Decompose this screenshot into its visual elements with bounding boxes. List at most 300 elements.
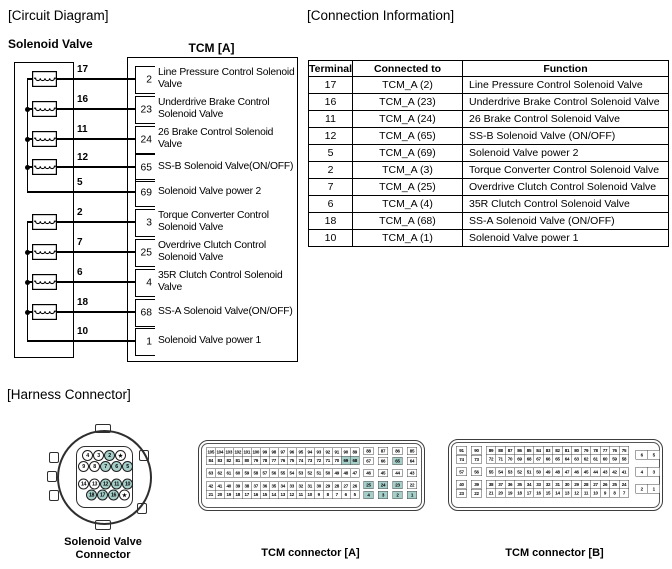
- table-row: [309, 179, 669, 196]
- pin-7: 7: [620, 489, 630, 498]
- pin-26: 26: [601, 481, 611, 490]
- pin-62: 62: [216, 469, 225, 478]
- column-header: Function: [462, 61, 668, 77]
- pin-15: 15: [544, 489, 554, 498]
- solenoid-coil-symbol: [32, 214, 57, 230]
- pin-8: 8: [610, 489, 620, 498]
- pin-34: 34: [525, 481, 535, 490]
- pin-79: 79: [582, 447, 592, 456]
- pin-95: 95: [297, 448, 306, 457]
- tcm-b-band: [456, 480, 661, 498]
- pin-35: 35: [515, 481, 525, 490]
- tcm-a-band: [206, 481, 421, 499]
- connector-pin-12: 12: [100, 479, 111, 490]
- pin-singles-col: [456, 468, 467, 477]
- pin-36: 36: [506, 481, 516, 490]
- pin-singles-col: [456, 446, 467, 464]
- pin-11: 11: [582, 489, 592, 498]
- function-cell: 35R Clutch Control Solenoid Valve: [462, 196, 668, 213]
- terminal-cell: 11: [309, 111, 353, 128]
- pin-20: 20: [216, 490, 225, 499]
- tcm-pin-bracket: [135, 328, 155, 356]
- pin-78: 78: [261, 456, 270, 465]
- connector-pin-11: 11: [111, 479, 122, 490]
- connector-tab: [47, 471, 57, 482]
- pin-89: 89: [487, 447, 497, 456]
- pin-48: 48: [553, 468, 563, 477]
- pin-25: 25: [364, 481, 374, 489]
- pin-105: 105: [207, 449, 215, 455]
- pin-21: 21: [487, 489, 497, 498]
- pin-40: 40: [225, 482, 234, 491]
- tcm-a-band: [206, 469, 421, 478]
- pin-33: 33: [534, 481, 544, 490]
- pin-69: 69: [342, 456, 351, 465]
- pin-90: 90: [471, 446, 482, 455]
- pin-104: 104: [216, 449, 224, 455]
- pin-30: 30: [563, 481, 573, 490]
- function-cell: Line Pressure Control Solenoid Valve: [462, 77, 668, 94]
- tcm-b-band: [456, 467, 661, 477]
- pin-pair: [636, 484, 661, 494]
- pin-54: 54: [496, 468, 506, 477]
- tcm-b-bands: [456, 446, 661, 498]
- connector-pin-4: 4: [82, 450, 93, 461]
- terminal-cell: 6: [309, 196, 353, 213]
- pin-57: 57: [261, 469, 270, 478]
- pin-38: 38: [487, 481, 497, 490]
- pin-51: 51: [315, 469, 324, 478]
- pin-72: 72: [315, 456, 324, 465]
- pin-60: 60: [601, 455, 611, 464]
- tcm-pin-number: 4: [146, 277, 152, 289]
- pin-52: 52: [306, 469, 315, 478]
- pin-row: [86, 490, 134, 501]
- pin-1: 1: [648, 485, 660, 494]
- pin-99: 99: [261, 448, 270, 457]
- pin-73: 73: [306, 456, 315, 465]
- pin-row: [82, 450, 134, 461]
- pin-87: 87: [378, 447, 388, 455]
- tcm-pin-number: 65: [140, 162, 152, 174]
- connected-to-cell: TCM_A (3): [352, 162, 462, 179]
- pin-30: 30: [315, 482, 324, 491]
- tcm-pin-bracket: [135, 179, 155, 207]
- connector-pin-6: 6: [111, 461, 122, 472]
- pin-74: 74: [456, 455, 467, 464]
- table-row: [309, 230, 669, 247]
- pin-50: 50: [534, 468, 544, 477]
- pin-47: 47: [351, 469, 360, 478]
- pin-93: 93: [315, 448, 324, 457]
- pin-55: 55: [279, 469, 288, 478]
- solenoid-pin-number: 12: [77, 152, 89, 163]
- tcm-pin-bracket: [135, 154, 155, 182]
- pin-61: 61: [225, 469, 234, 478]
- pin-49: 49: [544, 468, 554, 477]
- pin-27: 27: [342, 482, 351, 491]
- function-cell: Overdrive Clutch Control Solenoid Valve: [462, 179, 668, 196]
- pin-78: 78: [591, 447, 601, 456]
- connector-pin-3: 3: [93, 450, 104, 461]
- tcm-pin-bracket: [135, 239, 155, 267]
- pin-86: 86: [515, 447, 525, 456]
- pin-80: 80: [243, 456, 252, 465]
- pin-70: 70: [333, 456, 342, 465]
- pin-81: 81: [234, 456, 243, 465]
- pin-12: 12: [288, 490, 297, 499]
- pin-97: 97: [279, 448, 288, 457]
- pin-82: 82: [553, 447, 563, 456]
- table-row: [309, 145, 669, 162]
- pin-21: 21: [207, 490, 216, 499]
- pin-64: 64: [563, 455, 573, 464]
- pin-43: 43: [601, 468, 611, 477]
- tcm-pin-number: 1: [146, 336, 152, 348]
- pin-65: 65: [393, 457, 403, 465]
- table-row: [309, 111, 669, 128]
- pin-71: 71: [496, 455, 506, 464]
- connector-pin-5: 5: [122, 461, 133, 472]
- pin-right-cells: [364, 481, 418, 499]
- pin-39: 39: [471, 480, 482, 489]
- tcm-pin-number: 3: [146, 217, 152, 229]
- tcm-pin-function: Underdrive Brake Control Solenoid Valve: [158, 96, 270, 120]
- pin-6: 6: [342, 490, 351, 499]
- connector-pin-13: 13: [89, 479, 100, 490]
- pin-block: [486, 446, 629, 464]
- connected-to-cell: TCM_A (4): [352, 196, 462, 213]
- pin-49: 49: [333, 469, 342, 478]
- function-cell: Solenoid Valve power 2: [462, 145, 668, 162]
- pin-block: [206, 469, 360, 478]
- pin-81: 81: [563, 447, 573, 456]
- tcm-pin-function: SS-A Solenoid Valve(ON/OFF): [158, 305, 293, 317]
- connected-to-cell: TCM_A (25): [352, 179, 462, 196]
- pin-40: 40: [456, 480, 467, 489]
- tcm-a-pin-field: [206, 447, 421, 499]
- pin-77: 77: [601, 447, 611, 456]
- tcm-pin-number: 23: [140, 104, 152, 116]
- solenoid-pin-number: 5: [77, 177, 83, 188]
- pin-64: 64: [407, 457, 417, 465]
- pin-42: 42: [207, 482, 216, 491]
- pin-86: 86: [393, 447, 403, 455]
- pin-85: 85: [525, 447, 535, 456]
- pin-66: 66: [544, 455, 554, 464]
- table-row: [309, 77, 669, 94]
- pin-46: 46: [572, 468, 582, 477]
- pin-27: 27: [591, 481, 601, 490]
- pin-3: 3: [648, 468, 660, 477]
- circuit-diagram-heading: [Circuit Diagram]: [8, 8, 109, 23]
- pin-9: 9: [315, 490, 324, 499]
- connected-to-cell: TCM_A (65): [352, 128, 462, 145]
- pin-20: 20: [496, 489, 506, 498]
- solenoid-coil-symbol: [32, 101, 57, 117]
- pin-82: 82: [225, 456, 234, 465]
- solenoid-coil-symbol: [32, 244, 57, 260]
- junction-dot: [25, 107, 30, 112]
- pin-70: 70: [506, 455, 516, 464]
- pin-63: 63: [207, 469, 216, 478]
- pin-38: 38: [243, 482, 252, 491]
- connection-table: [308, 60, 669, 247]
- pin-11: 11: [297, 490, 306, 499]
- pin-48: 48: [342, 469, 351, 478]
- function-cell: Torque Converter Control Solenoid Valve: [462, 162, 668, 179]
- pin-87: 87: [506, 447, 516, 456]
- pin-98: 98: [270, 448, 279, 457]
- pin-14: 14: [553, 489, 563, 498]
- pin-22: 22: [471, 489, 482, 498]
- connection-information-heading: [Connection Information]: [307, 8, 455, 23]
- pin-69: 69: [515, 455, 525, 464]
- pin-39: 39: [234, 482, 243, 491]
- pin-75: 75: [620, 447, 630, 456]
- function-cell: 26 Brake Control Solenoid Valve: [462, 111, 668, 128]
- pin-66: 66: [378, 457, 388, 465]
- table-row: [309, 94, 669, 111]
- connected-to-cell: TCM_A (69): [352, 145, 462, 162]
- connected-to-cell: TCM_A (23): [352, 94, 462, 111]
- solenoid-coil-symbol: [32, 304, 57, 320]
- pin-singles-col: [471, 480, 482, 498]
- pin-41: 41: [216, 482, 225, 491]
- pin-91: 91: [333, 448, 342, 457]
- pin-16: 16: [534, 489, 544, 498]
- pin-group: [78, 450, 134, 472]
- tcm-pin-number: 68: [140, 307, 152, 319]
- pin-102: 102: [234, 449, 242, 455]
- pin-singles-col: [456, 480, 467, 498]
- function-cell: Solenoid Valve power 1: [462, 230, 668, 247]
- tcm-a-label: TCM [A]: [188, 41, 235, 55]
- pin-29: 29: [572, 481, 582, 490]
- pin-5: 5: [351, 490, 360, 499]
- pin-55: 55: [487, 468, 497, 477]
- tcm-a-bands: [206, 447, 421, 499]
- connection-table-body: [309, 77, 669, 247]
- terminal-cell: 18: [309, 213, 353, 230]
- pin-10: 10: [306, 490, 315, 499]
- pin-71: 71: [324, 456, 333, 465]
- tcm-pin-function: Torque Converter Control Solenoid Valve: [158, 209, 269, 233]
- pin-68: 68: [525, 455, 535, 464]
- junction-dot: [25, 250, 30, 255]
- pin-67: 67: [534, 455, 544, 464]
- junction-dot: [25, 280, 30, 285]
- tcm-pin-number: 24: [140, 134, 152, 146]
- junction-dot: [25, 137, 30, 142]
- connector-tab: [49, 490, 59, 501]
- pin-101: 101: [243, 449, 251, 455]
- pin-10: 10: [591, 489, 601, 498]
- connection-table-head: [309, 61, 669, 77]
- pin-43: 43: [407, 469, 417, 477]
- pin-row: [78, 479, 134, 490]
- table-row: [309, 196, 669, 213]
- pin-60: 60: [234, 469, 243, 478]
- junction-dot: [25, 165, 30, 170]
- pin-77: 77: [270, 456, 279, 465]
- pin-23: 23: [456, 489, 467, 498]
- tcm-pin-function: Solenoid Valve power 2: [158, 185, 262, 197]
- circuit-wire: [27, 340, 135, 341]
- pin-96: 96: [288, 448, 297, 457]
- tcm-a-body: [198, 440, 425, 511]
- pin-83: 83: [216, 456, 225, 465]
- pin-42: 42: [610, 468, 620, 477]
- pin-23: 23: [393, 481, 403, 489]
- solenoid-pin-number: 16: [77, 94, 89, 105]
- solenoid-coil-symbol: [32, 159, 57, 175]
- solenoid-coil-symbol: [32, 131, 57, 147]
- connector-pin-9: 9: [78, 461, 89, 472]
- pin-103: 103: [225, 449, 233, 455]
- pin-13: 13: [563, 489, 573, 498]
- pin-18: 18: [234, 490, 243, 499]
- function-cell: SS-A Solenoid Valve (ON/OFF): [462, 213, 668, 230]
- pin-88: 88: [364, 447, 374, 455]
- pin-19: 19: [506, 489, 516, 498]
- pin-91: 91: [456, 446, 467, 455]
- pin-76: 76: [279, 456, 288, 465]
- solenoid-valve-label: Solenoid Valve: [8, 37, 93, 51]
- pin-16: 16: [252, 490, 261, 499]
- harness-connector-heading: [Harness Connector]: [7, 387, 131, 402]
- tcm-a-band: [206, 447, 421, 465]
- connected-to-cell: TCM_A (68): [352, 213, 462, 230]
- pin-block: [486, 467, 629, 476]
- solenoid-coil-symbol: [32, 274, 57, 290]
- connector-pin-star: ★: [119, 490, 130, 501]
- pin-89: 89: [351, 448, 360, 457]
- tcm-pin-function: Line Pressure Control Solenoid Valve: [158, 66, 295, 90]
- pin-61: 61: [591, 455, 601, 464]
- pin-22: 22: [407, 481, 417, 489]
- pin-84: 84: [207, 456, 216, 465]
- pin-singles-col: [471, 446, 482, 464]
- pin-53: 53: [297, 469, 306, 478]
- tcm-b-body: [448, 439, 663, 511]
- table-row: [309, 128, 669, 145]
- solenoid-pin-number: 2: [77, 207, 83, 218]
- pin-32: 32: [297, 482, 306, 491]
- pin-74: 74: [297, 456, 306, 465]
- pin-46: 46: [364, 469, 374, 477]
- terminal-cell: 10: [309, 230, 353, 247]
- pin-45: 45: [378, 469, 388, 477]
- pin-88: 88: [496, 447, 506, 456]
- pin-72: 72: [487, 455, 497, 464]
- pin-25: 25: [610, 481, 620, 490]
- pin-2: 2: [636, 485, 648, 494]
- pin-85: 85: [407, 447, 417, 455]
- tcm-pin-bracket: [135, 209, 155, 237]
- circuit-wire: [27, 191, 135, 192]
- connector-pin-10: 10: [122, 479, 133, 490]
- pin-4: 4: [364, 491, 374, 499]
- pin-right-cells: [364, 469, 418, 477]
- tcm-pin-bracket: [135, 96, 155, 124]
- column-header: Terminal: [309, 62, 352, 75]
- pin-53: 53: [506, 468, 516, 477]
- pin-47: 47: [563, 468, 573, 477]
- pin-57: 57: [456, 468, 467, 477]
- pin-80: 80: [572, 447, 582, 456]
- tcm-pin-bracket: [135, 66, 155, 94]
- pin-17: 17: [243, 490, 252, 499]
- connector-pin-8: 8: [89, 461, 100, 472]
- tcm-b-band: [456, 446, 661, 464]
- pin-58: 58: [620, 455, 630, 464]
- tcm-pin-number: 2: [146, 74, 152, 86]
- pin-31: 31: [553, 481, 563, 490]
- pin-51: 51: [525, 468, 535, 477]
- pin-17: 17: [525, 489, 535, 498]
- connected-to-cell: TCM_A (24): [352, 111, 462, 128]
- pin-9: 9: [601, 489, 611, 498]
- pin-56: 56: [471, 468, 482, 477]
- pin-14: 14: [270, 490, 279, 499]
- pin-7: 7: [333, 490, 342, 499]
- terminal-cell: 17: [309, 77, 353, 94]
- table-row: [309, 162, 669, 179]
- pin-100: 100: [252, 449, 260, 455]
- pin-12: 12: [572, 489, 582, 498]
- pin-68: 68: [351, 456, 360, 465]
- pin-13: 13: [279, 490, 288, 499]
- bus-wire: [27, 79, 28, 192]
- pin-block: [486, 480, 629, 498]
- terminal-cell: 12: [309, 128, 353, 145]
- pin-4: 4: [636, 468, 648, 477]
- pin-35: 35: [270, 482, 279, 491]
- pin-62: 62: [582, 455, 592, 464]
- pin-92: 92: [324, 448, 333, 457]
- pin-28: 28: [582, 481, 592, 490]
- connector-pin-7: 7: [100, 461, 111, 472]
- terminal-cell: 5: [309, 145, 353, 162]
- tcm-pin-function: 26 Brake Control Solenoid Valve: [158, 126, 274, 150]
- solenoid-pin-number: 18: [77, 297, 89, 308]
- pin-19: 19: [225, 490, 234, 499]
- tcm-pin-bracket: [135, 126, 155, 154]
- pin-group: [78, 479, 134, 501]
- terminal-cell: 16: [309, 94, 353, 111]
- pin-34: 34: [279, 482, 288, 491]
- pin-44: 44: [591, 468, 601, 477]
- function-cell: Underdrive Brake Control Solenoid Valve: [462, 94, 668, 111]
- pin-15: 15: [261, 490, 270, 499]
- tcm-b-pin-field: [456, 446, 661, 498]
- solenoid-coil-symbol: [32, 71, 57, 87]
- connector-pin-16: 16: [108, 490, 119, 501]
- pin-44: 44: [393, 469, 403, 477]
- pin-pair: [636, 450, 661, 460]
- connected-to-cell: TCM_A (2): [352, 77, 462, 94]
- tcm-pin-function: Solenoid Valve power 1: [158, 334, 262, 346]
- pin-52: 52: [515, 468, 525, 477]
- tcm-pin-bracket: [135, 299, 155, 327]
- pin-37: 37: [252, 482, 261, 491]
- function-cell: SS-B Solenoid Valve (ON/OFF): [462, 128, 668, 145]
- tcm-pin-number: 69: [140, 187, 152, 199]
- solenoid-pin-number: 11: [77, 124, 88, 135]
- connector-tab: [49, 452, 59, 463]
- pin-block: [206, 447, 360, 465]
